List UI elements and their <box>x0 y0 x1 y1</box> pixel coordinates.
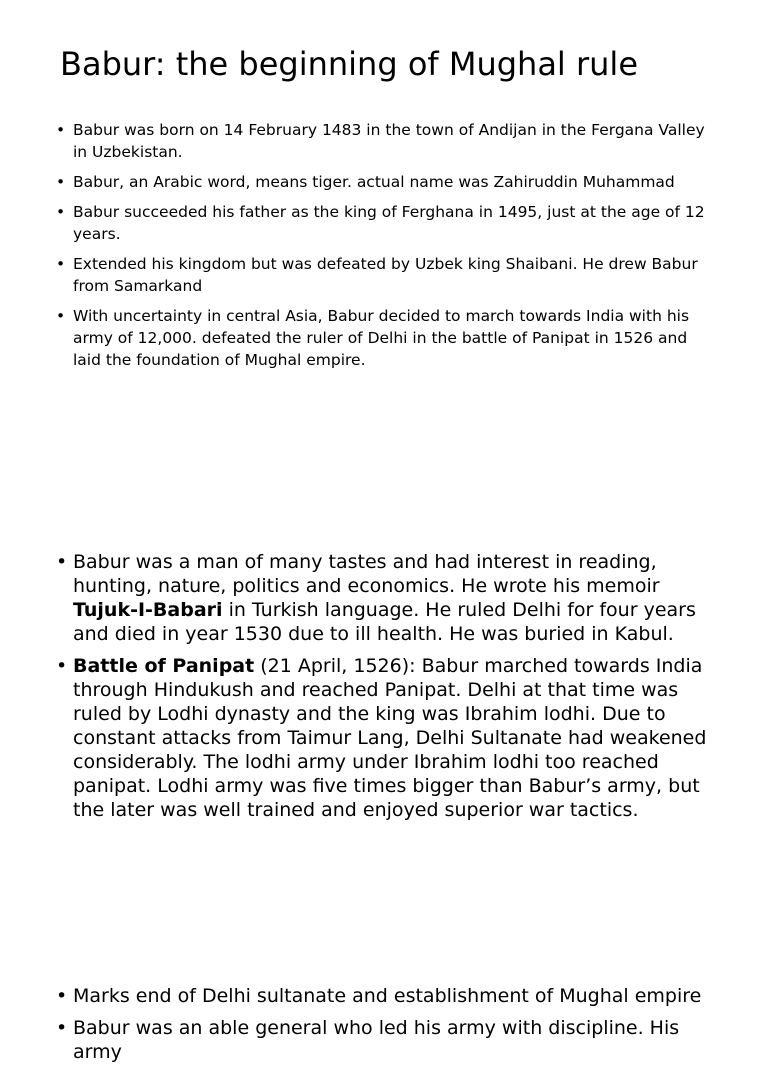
list-item <box>56 1016 712 1064</box>
list-item <box>56 171 708 193</box>
bullet-icon: • <box>56 203 66 221</box>
list-item-text: Extended his kingdom but was defeated by Uzbek king Shaibani. He drew Babur from Samarkand <box>73 255 698 295</box>
bullet-icon: • <box>56 255 66 273</box>
list-item <box>56 253 708 297</box>
bullet-list-details <box>56 550 712 830</box>
bullet-list-intro <box>56 119 708 379</box>
list-item-text: Babur was born on 14 February 1483 in the town of Andijan in the Fergana Valley in Uzbekistan. <box>73 121 705 161</box>
list-item-text: Babur was an able general who led his army with discipline. His army <box>73 1017 680 1063</box>
list-item-text: Babur was a man of many tastes and had interest in reading, hunting, nature, politics and economics. He wrote his memoir <box>73 551 660 597</box>
bullet-list-significance <box>56 984 712 1072</box>
bullet-icon: • <box>56 655 68 677</box>
list-item-text: Babur succeeded his father as the king of Ferghana in 1495, just at the age of 12 years. <box>73 203 705 243</box>
list-item-text: With uncertainty in central Asia, Babur decided to march towards India with his army of 12,000. defeated the ruler of Delhi in the battle of Panipat in 1526 and laid the foundation of Mughal empire. <box>73 307 690 369</box>
battle-heading: Battle of Panipat <box>73 655 255 677</box>
bullet-icon: • <box>56 985 68 1007</box>
list-item-text: Babur, an Arabic word, means tiger. actual name was Zahiruddin Muhammad <box>73 173 675 191</box>
list-item-text: in Turkish language. He ruled Delhi for four years and died in year 1530 due to ill health. He was buried in Kabul. <box>73 599 696 645</box>
bullet-icon: • <box>56 551 68 573</box>
bullet-icon: • <box>56 121 66 139</box>
bullet-icon: • <box>56 173 66 191</box>
bullet-icon: • <box>56 1017 68 1039</box>
list-item <box>56 984 712 1008</box>
page-title: Babur: the beginning of Mughal rule <box>60 45 638 83</box>
bullet-icon: • <box>56 307 66 325</box>
list-item <box>56 654 712 822</box>
list-item-text: (21 April, 1526): Babur marched towards India through Hindukush and reached Panipat. Delhi at that time was ruled by Lodhi dynasty and the king was Ibrahim lodhi. Due to constant attacks from Taimur Lang, Delhi Sultanate had weakened considerably. The lodhi army under Ibrahim lodhi too reached panipat. Lodhi army was five times bigger than Babur’s army, but the later was well trained and enjoyed superior war tactics. <box>73 655 707 821</box>
memoir-title: Tujuk-I-Babari <box>73 599 223 621</box>
list-item <box>56 201 708 245</box>
list-item <box>56 119 708 163</box>
list-item-text: Marks end of Delhi sultanate and establishment of Mughal empire <box>73 985 702 1007</box>
list-item <box>56 305 708 371</box>
list-item <box>56 550 712 646</box>
